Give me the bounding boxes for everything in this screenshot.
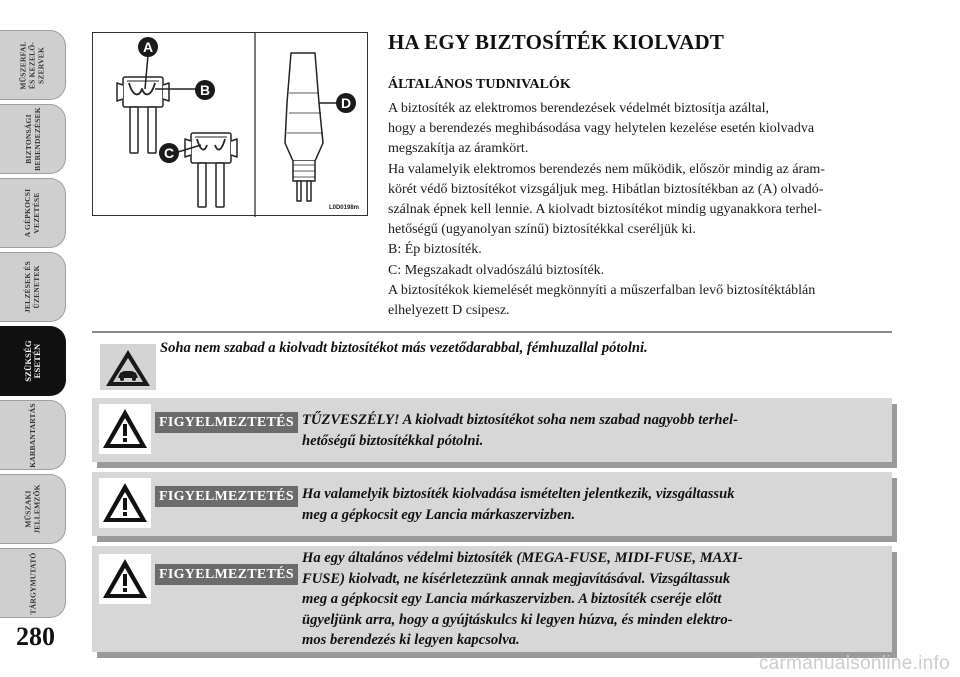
section-heading: ÁLTALÁNOS TUDNIVALÓK: [388, 77, 571, 92]
warning-triangle-icon: [99, 478, 151, 528]
warning-text: Ha valamelyik biztosíték kiolvadása ismételten jelentkezik, vizsgáltassuk meg a gépkocsit egy Lancia márkaszervizben.: [302, 486, 735, 523]
fuse-puller-shape: [285, 53, 323, 201]
label-D-marker: [336, 93, 356, 113]
hazard-note: [92, 338, 892, 391]
tab-muszaki-jellemzok[interactable]: [0, 474, 66, 544]
image-code: L0D0198m: [328, 205, 359, 211]
hazard-note-text: Soha nem szabad a kiolvadt biztosítékot más vezetődarabbal, fémhuzallal pótolni.: [160, 340, 648, 356]
tab-label: TÁRGYMUTATÓ: [27, 552, 37, 614]
label-B-marker: [195, 80, 215, 100]
tab-biztonsagi-berendezesek[interactable]: [0, 104, 66, 174]
fuse-illustration: [92, 32, 368, 216]
blown-fuse-shape: [185, 133, 237, 207]
tab-karbantartas[interactable]: [0, 400, 66, 470]
tab-label: BIZTONSÁGI BERENDEZÉSEK: [23, 107, 42, 171]
body-line: hetőségű (ugyanolyan színű) biztosítékkal cseréljük ki.: [388, 222, 696, 238]
warning-badge: FIGYELMEZTETÉS: [155, 412, 298, 433]
warning-triangle-icon: [99, 404, 151, 454]
watermark: carmanualsonline.info: [758, 653, 950, 674]
svg-text:C: C: [163, 145, 175, 161]
tab-label: KARBANTARTÁS: [27, 402, 37, 468]
body-line: B: Ép biztosíték.: [388, 242, 482, 258]
warning-triangle-icon: [99, 554, 151, 604]
warning-text: TŰZVESZÉLY! A kiolvadt biztosítékot soha nem szabad nagyobb terhel- hetőségű biztosítékkal pótolni.: [302, 412, 738, 449]
tab-jelzesek-es-uzenetek[interactable]: [0, 252, 66, 322]
tab-muszerfal[interactable]: [0, 30, 66, 100]
warning-text: Ha egy általános védelmi biztosíték (MEGA-FUSE, MIDI-FUSE, MAXI- FUSE) kiolvadt, ne kísérletezzünk annak megjavításával. Vizsgáltassuk meg a gépkocsit egy Lancia márkaszervizben. A biztosíték cseréje előtt ügyeljünk arra, hogy a gyújtáskulcs ki legyen húzva, és minden elektro- mos berendezés ki legyen kapcsolva.: [302, 550, 743, 648]
warning-box-repeated-blowout: [92, 472, 892, 536]
body-line: hogy a berendezés meghibásodása vagy helytelen kezelése esetén kiolvadva: [388, 121, 815, 137]
body-text: [388, 99, 896, 321]
svg-text:A: A: [142, 39, 154, 55]
tab-label: MŰSZAKI JELLEMZŐK: [23, 484, 42, 534]
body-line: elhelyezett D csipesz.: [388, 303, 510, 319]
body-line: A biztosíték az elektromos berendezések védelmét biztosítja azáltal,: [388, 101, 769, 116]
warning-badge: FIGYELMEZTETÉS: [155, 564, 298, 585]
body-line: szálnak épnek kell lennie. A kiolvadt biztosítékot mindig ugyanakkora terhel-: [388, 202, 822, 218]
svg-text:D: D: [340, 95, 352, 111]
tab-gepkocsi-vezetese[interactable]: [0, 178, 66, 248]
body-line: C: Megszakadt olvadószálú biztosíték.: [388, 262, 605, 278]
label-C-marker: [159, 143, 179, 163]
tab-label: A GÉPKOCSI VEZETÉSE: [23, 188, 42, 238]
page-title: HA EGY BIZTOSÍTÉK KIOLVADT: [388, 30, 725, 54]
body-line: Ha valamelyik elektromos berendezés nem működik, először mindig az áram-: [388, 161, 825, 177]
body-line: megszakítja az áramkört.: [388, 141, 529, 157]
tab-label: MŰSZERFAL ÉS KEZELŐ- SZERVEK: [19, 40, 46, 90]
body-line: A biztosítékok kiemelését megkönnyíti a műszerfalban levő biztosítéktáblán: [388, 282, 816, 298]
tab-label: JELZÉSEK ÉS ÜZENETEK: [23, 260, 42, 314]
warning-badge: FIGYELMEZTETÉS: [155, 486, 298, 507]
page-number: 280: [16, 622, 55, 651]
svg-text:B: B: [199, 82, 211, 98]
body-line: körét védő biztosítékot vizsgáljuk meg. Hibátlan biztosítékban az (A) olvadó-: [388, 181, 824, 197]
warning-triangle-car-icon: [100, 344, 156, 390]
warning-box-fire: [92, 398, 892, 462]
tab-label: SZÜKSÉG ESETÉN: [22, 340, 42, 382]
warning-box-main-fuse: [92, 546, 892, 652]
fuse-drawing: [93, 33, 369, 217]
tab-szukseg-eseten[interactable]: [0, 326, 66, 396]
label-A-marker: [138, 37, 158, 57]
tab-targymutato[interactable]: [0, 548, 66, 618]
section-divider: [92, 331, 892, 333]
